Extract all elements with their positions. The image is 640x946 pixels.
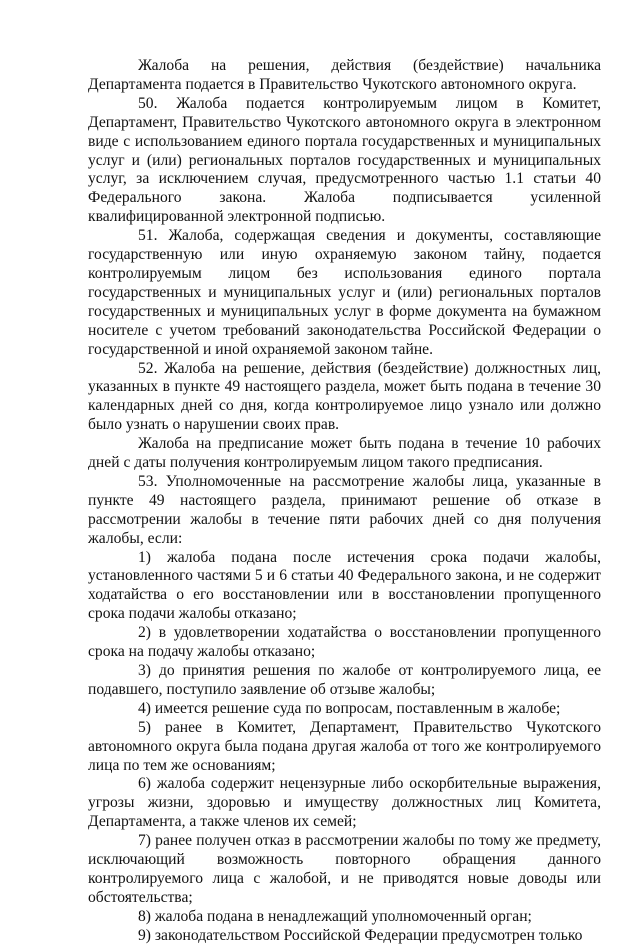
paragraph-appeal-department-head: Жалоба на решения, действия (бездействие) начальника Департамента подается в Правительство Чукотского автономного округа. <box>88 57 601 93</box>
paragraph-53: 53. Уполномоченные на рассмотрение жалобы лица, указанные в пункте 49 настоящего раздела, принимают решение об отказе в рассмотрении жалобы в течение пяти рабочих дней со дня получения жалобы, если: <box>88 472 601 547</box>
paragraph-51: 51. Жалоба, содержащая сведения и документы, составляющие государственную или иную охраняемую законом тайну, подается контролируемым лицом без использования единого портала государственных и муниципальных услуг и (или) региональных порталов государственных и муниципальных услуг в форме документа на бумажном носителе с учетом требований законодательства Российской Федерации о государственной и иной охраняемой законом тайне. <box>88 227 601 358</box>
list-item-6: 6) жалоба содержит нецензурные либо оскорбительные выражения, угрозы жизни, здоровью и имуществу должностных лиц Комитета, Департамента, а также членов их семей; <box>88 775 601 831</box>
paragraph-50: 50. Жалоба подается контролируемым лицом в Комитет, Департамент, Правительство Чукотского автономного округа в электронном виде с использованием единого портала государственных и муниципальных услуг и (или) региональных порталов государственных и муниципальных услуг, за исключением случая, предусмотренного частью 1.1 статьи 40 Федерального закона. Жалоба подписывается усиленной квалифицированной электронной подписью. <box>88 94 601 226</box>
list-item-9: 9) законодательством Российской Федерации предусмотрен только <box>138 926 583 944</box>
list-item-3: 3) до принятия решения по жалобе от контролируемого лица, ее подавшего, поступило заявление об отзыве жалобы; <box>88 662 601 698</box>
paragraph-52: 52. Жалоба на решение, действия (бездействие) должностных лиц, указанных в пункте 49 настоящего раздела, может быть подана в течение 30 календарных дней со дня, когда контролируемое лицо узнало или должно было узнать о нарушении своих прав. <box>88 359 601 434</box>
paragraph-prescription-appeal: Жалоба на предписание может быть подана в течение 10 рабочих дней с даты получения контролируемым лицом такого предписания. <box>88 435 601 472</box>
list-item-8: 8) жалоба подана в ненадлежащий уполномоченный орган; <box>138 907 532 925</box>
list-item-7: 7) ранее получен отказ в рассмотрении жалобы по тому же предмету, исключающий возможность повторного обращения данного контролируемого лица с жалобой, и не приводятся новые доводы или обстоятельства; <box>88 832 601 906</box>
list-item-2: 2) в удовлетворении ходатайства о восстановлении пропущенного срока на подачу жалобы отказано; <box>88 624 601 661</box>
document-body <box>88 57 601 946</box>
list-item-4: 4) имеется решение суда по вопросам, поставленным в жалобе; <box>138 699 561 717</box>
list-item-1: 1) жалоба подана после истечения срока подачи жалобы, установленного частями 5 и 6 статьи 40 Федерального закона, и не содержит ходатайства о его восстановлении или в восстановлении пропущенного срока подачи жалобы отказано; <box>88 548 601 623</box>
list-item-5: 5) ранее в Комитет, Департамент, Правительство Чукотского автономного округа была подана другая жалоба от того же контролируемого лица по тем же основаниям; <box>88 718 601 774</box>
